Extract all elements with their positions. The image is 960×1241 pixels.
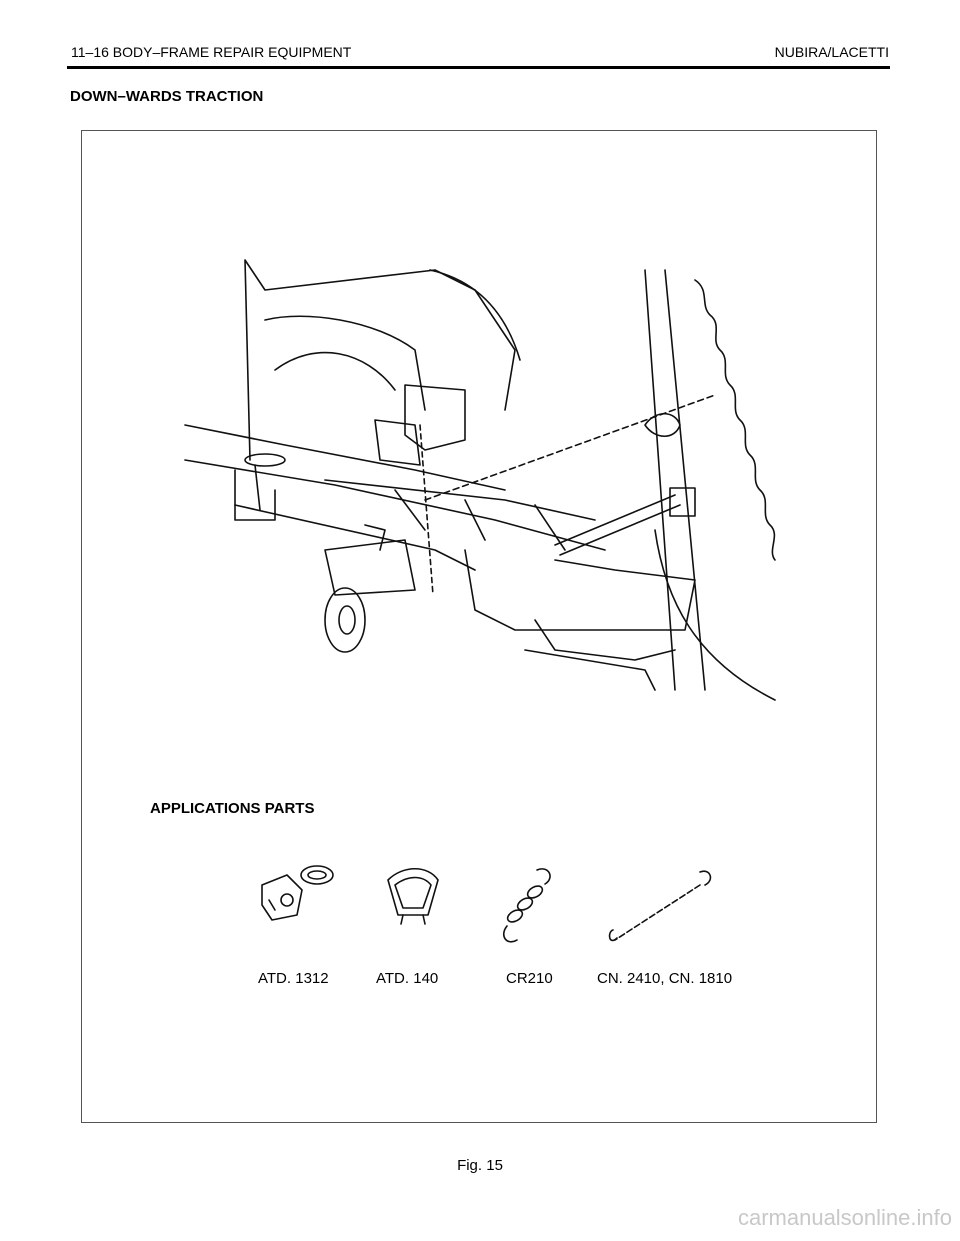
long-chain-icon xyxy=(605,860,715,950)
part-label-4: CN. 2410, CN. 1810 xyxy=(597,970,733,987)
figure-caption: Fig. 15 xyxy=(457,1157,503,1174)
page-header-left: 11–16 BODY–FRAME REPAIR EQUIPMENT xyxy=(71,44,352,60)
section-title: DOWN–WARDS TRACTION xyxy=(70,88,264,105)
part-cr210 xyxy=(497,860,557,950)
pulley-clamp-icon xyxy=(257,860,337,930)
stirrup-icon xyxy=(383,860,443,930)
applications-title: APPLICATIONS PARTS xyxy=(150,800,315,817)
part-label-2: ATD. 140 xyxy=(376,970,439,987)
part-atd-140 xyxy=(383,860,443,930)
frame-bench-illustration xyxy=(175,250,785,710)
page-header-right: NUBIRA/LACETTI xyxy=(774,44,889,60)
part-cn-2410-cn-1810 xyxy=(605,860,715,950)
part-label-1: ATD. 1312 xyxy=(258,970,329,987)
watermark: carmanualsonline.info xyxy=(737,1205,952,1230)
part-atd-1312 xyxy=(257,860,337,930)
short-chain-icon xyxy=(497,860,557,950)
part-label-3: CR210 xyxy=(506,970,553,987)
header-rule xyxy=(67,66,890,69)
